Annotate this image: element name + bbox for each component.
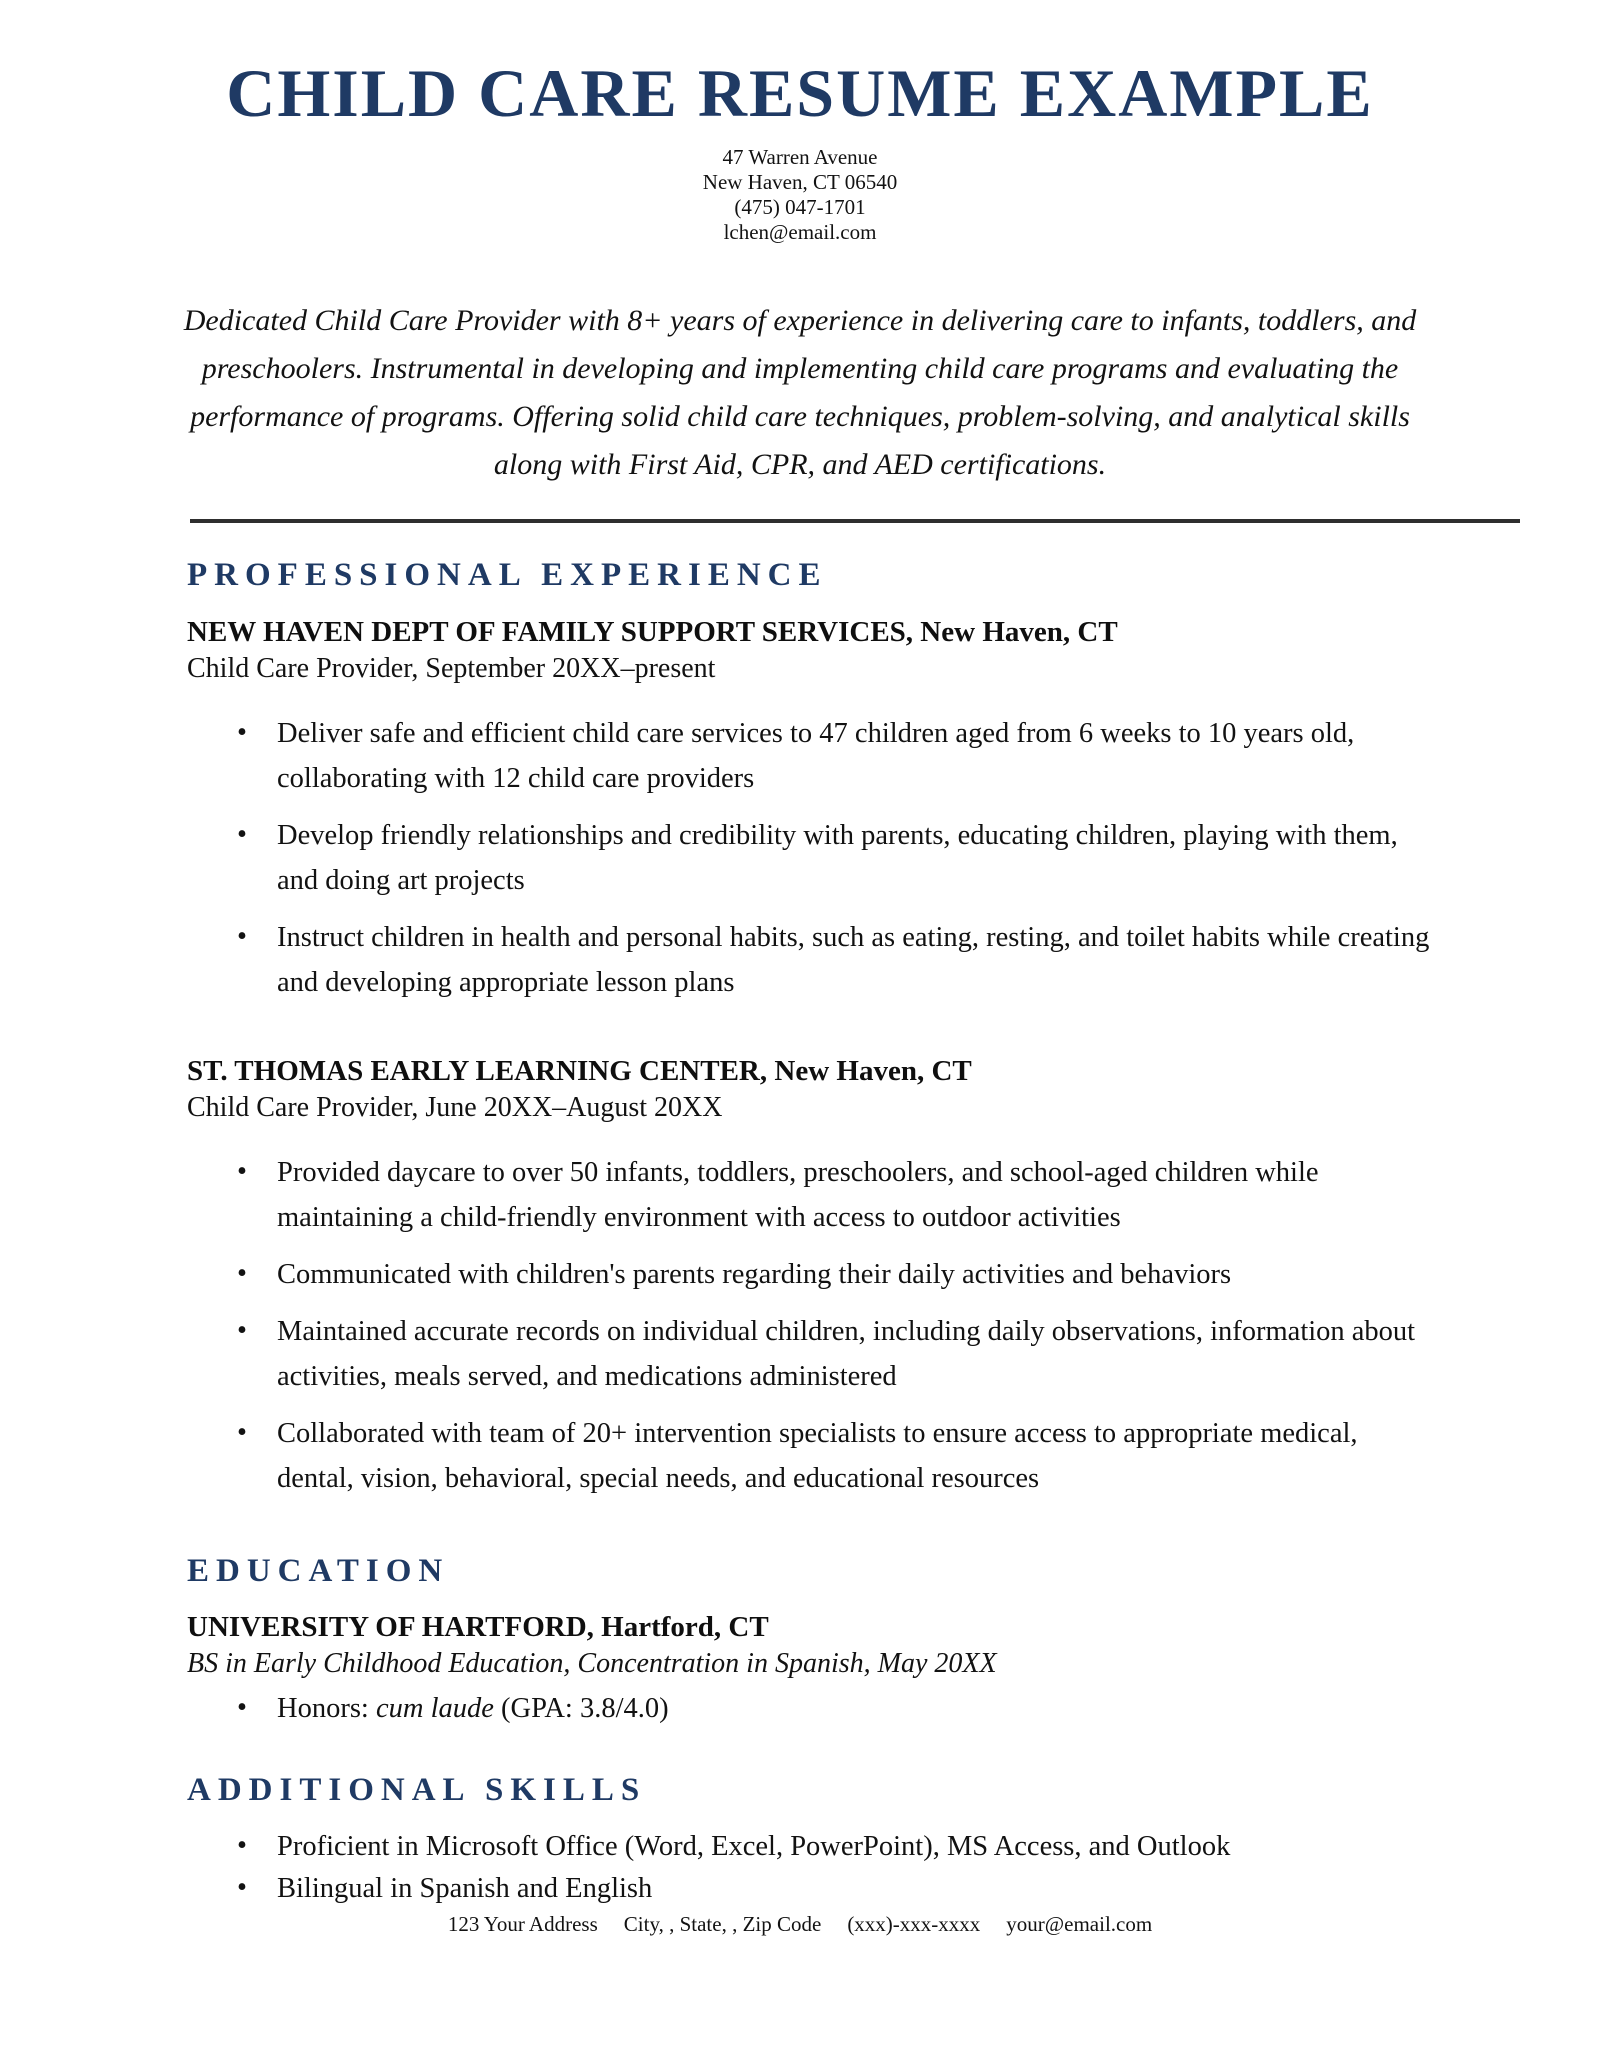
job-bullet-list — [187, 1150, 1430, 1501]
section-heading-education: EDUCATION — [187, 1552, 450, 1589]
honors-prefix: Honors: — [277, 1692, 376, 1724]
bullet-item — [277, 1690, 1430, 1728]
honors-latin: cum laude — [375, 1692, 494, 1724]
contact-address: 47 Warren Avenue — [722, 145, 878, 170]
contact-phone: (475) 047-1701 — [734, 195, 866, 220]
bullet-text: Bilingual in Spanish and English — [277, 1873, 653, 1905]
bullet-text: Provided daycare to over 50 infants, toddlers, preschoolers, and school-aged children while maintaining a child-friendly environment with access to outdoor activities — [277, 1156, 1319, 1233]
footer-phone: (xxx)-xxx-xxxx — [847, 1912, 981, 1936]
bullet-item — [277, 1411, 1430, 1501]
footer-placeholder-contact — [0, 1912, 1600, 1937]
bullet-text: Proficient in Microsoft Office (Word, Excel, PowerPoint), MS Access, and Outlook — [277, 1831, 1231, 1863]
contact-block — [0, 145, 1600, 245]
honors-gpa: (GPA: 3.8/4.0) — [493, 1692, 669, 1724]
bullet-item — [277, 1870, 1430, 1908]
job-role: Child Care Provider, June 20XX–August 20XX — [187, 1091, 723, 1123]
job-role: Child Care Provider, September 20XX–present — [187, 652, 716, 684]
section-heading-experience: PROFESSIONAL EXPERIENCE — [187, 557, 828, 594]
bullet-item — [277, 1150, 1430, 1240]
education-bullet-list — [187, 1690, 1430, 1728]
job-entry — [187, 1053, 1430, 1501]
section-heading-skills: ADDITIONAL SKILLS — [187, 1771, 647, 1808]
bullet-text: Instruct children in health and personal habits, such as eating, resting, and toilet habits while creating and developing appropriate lesson plans — [277, 921, 1430, 998]
education-school: UNIVERSITY OF HARTFORD, Hartford, CT — [187, 1610, 769, 1643]
job-entry — [187, 614, 1430, 1005]
job-bullet-list — [187, 711, 1430, 1005]
bullet-item — [277, 711, 1430, 801]
bullet-text: Develop friendly relationships and credibility with parents, educating children, playing with them, and doing art projects — [277, 819, 1398, 896]
bullet-item — [277, 1252, 1430, 1297]
bullet-item — [277, 813, 1430, 903]
contact-email: lchen@email.com — [723, 220, 877, 245]
footer-email: your@email.com — [1006, 1912, 1153, 1936]
education-degree: BS in Early Childhood Education, Concentration in Spanish, May 20XX — [187, 1647, 997, 1679]
footer-city-state-zip: City, , State, , Zip Code — [623, 1912, 822, 1936]
bullet-text: Collaborated with team of 20+ intervention specialists to ensure access to appropriate medical, dental, vision, behavioral, special needs, and educational resources — [277, 1417, 1358, 1494]
footer-address: 123 Your Address — [447, 1912, 598, 1936]
bullet-item — [277, 1309, 1430, 1399]
page-title: CHILD CARE RESUME EXAMPLE — [226, 55, 1374, 131]
summary-paragraph: Dedicated Child Care Provider with 8+ years of experience in delivering care to infants, toddlers, and preschoolers. Instrumental in developing and implementing child care programs and evaluating the performance of programs. Offering solid child care techniques, problem-solving, and analytical skills along with First Aid, CPR, and AED certifications. — [183, 304, 1417, 482]
bullet-text: Deliver safe and efficient child care services to 47 children aged from 6 weeks to 10 years old, collaborating with 12 child care providers — [277, 717, 1355, 794]
job-company: NEW HAVEN DEPT OF FAMILY SUPPORT SERVICES, New Haven, CT — [187, 615, 1118, 648]
resume-body — [0, 557, 1600, 1908]
horizontal-divider — [190, 519, 1520, 523]
bullet-item — [277, 1828, 1430, 1866]
bullet-item — [277, 915, 1430, 1005]
education-entry — [187, 1609, 1430, 1728]
contact-city-state-zip: New Haven, CT 06540 — [702, 170, 898, 195]
skills-bullet-list — [187, 1828, 1430, 1908]
bullet-text: Maintained accurate records on individual children, including daily observations, information about activities, meals served, and medications administered — [277, 1315, 1416, 1392]
job-company: ST. THOMAS EARLY LEARNING CENTER, New Haven, CT — [187, 1054, 972, 1087]
bullet-text: Communicated with children's parents regarding their daily activities and behaviors — [277, 1258, 1232, 1290]
